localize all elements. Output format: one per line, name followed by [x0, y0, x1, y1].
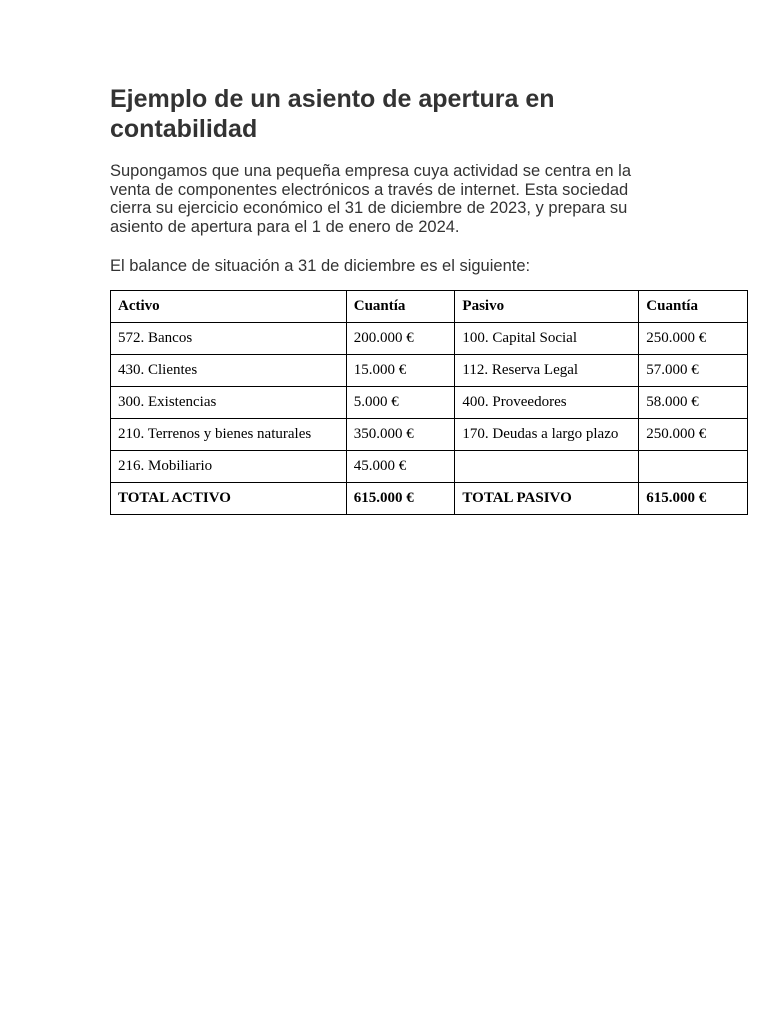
table-row [111, 450, 748, 482]
header-cuantia-pasivo: Cuantía [639, 290, 748, 322]
pasivo-amount-cell: 58.000 € [639, 386, 748, 418]
balance-intro-paragraph: El balance de situación a 31 de diciembre es el siguiente: [110, 256, 531, 275]
table-row [111, 354, 748, 386]
total-pasivo-label: TOTAL PASIVO [455, 482, 639, 514]
total-activo-amount: 615.000 € [346, 482, 455, 514]
pasivo-cell: 112. Reserva Legal [455, 354, 639, 386]
activo-amount-cell: 45.000 € [346, 450, 455, 482]
activo-amount-cell: 15.000 € [346, 354, 455, 386]
activo-cell: 216. Mobiliario [111, 450, 347, 482]
article-content [110, 84, 747, 515]
balance-table [110, 290, 748, 515]
activo-cell: 572. Bancos [111, 322, 347, 354]
activo-cell: 210. Terrenos y bienes naturales [111, 418, 347, 450]
article-title: Ejemplo de un asiento de apertura en contabilidad [110, 85, 555, 143]
table-total-row [111, 482, 748, 514]
total-activo-label: TOTAL ACTIVO [111, 482, 347, 514]
header-pasivo: Pasivo [455, 290, 639, 322]
activo-amount-cell: 200.000 € [346, 322, 455, 354]
header-cuantia-activo: Cuantía [346, 290, 455, 322]
table-row [111, 418, 748, 450]
pasivo-cell [455, 450, 639, 482]
pasivo-amount-cell: 250.000 € [639, 418, 748, 450]
pasivo-amount-cell: 250.000 € [639, 322, 748, 354]
intro-paragraph: Supongamos que una pequeña empresa cuya actividad se centra en la venta de componentes electrónicos a través de internet. Esta sociedad cierra su ejercicio económico el 31 de diciembre de 2023, y prepara su asiento de apertura para el 1 de enero de 2024. [110, 162, 632, 237]
activo-amount-cell: 350.000 € [346, 418, 455, 450]
table-header-row [111, 290, 748, 322]
total-pasivo-amount: 615.000 € [639, 482, 748, 514]
pasivo-cell: 170. Deudas a largo plazo [455, 418, 639, 450]
activo-amount-cell: 5.000 € [346, 386, 455, 418]
pasivo-cell: 100. Capital Social [455, 322, 639, 354]
table-row [111, 322, 748, 354]
table-row [111, 386, 748, 418]
pasivo-amount-cell: 57.000 € [639, 354, 748, 386]
pasivo-cell: 400. Proveedores [455, 386, 639, 418]
activo-cell: 300. Existencias [111, 386, 347, 418]
header-activo: Activo [111, 290, 347, 322]
pasivo-amount-cell [639, 450, 748, 482]
activo-cell: 430. Clientes [111, 354, 347, 386]
